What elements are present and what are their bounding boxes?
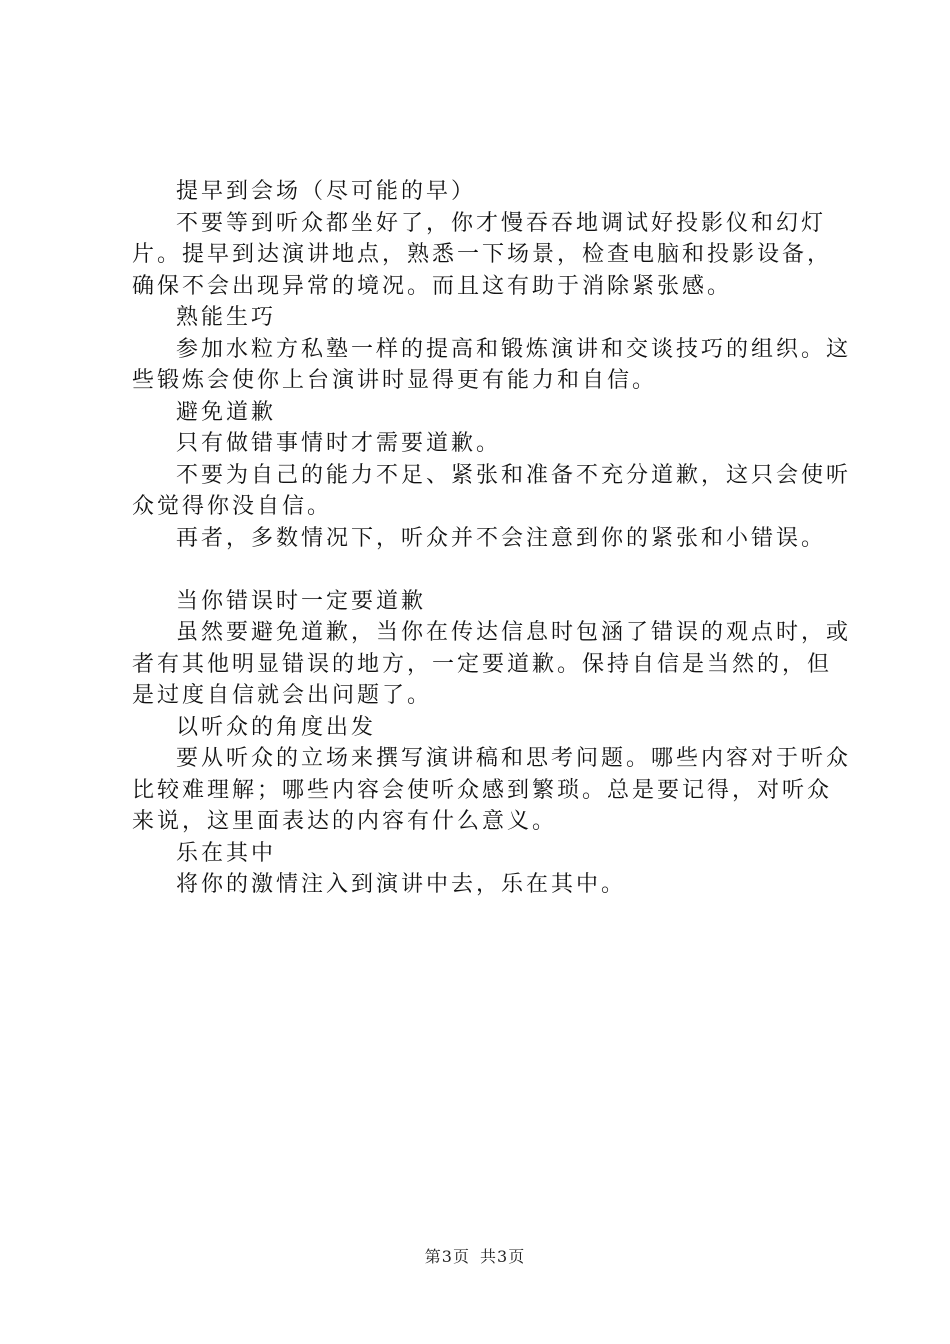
page-total: 共3页 xyxy=(480,1247,526,1266)
heading-apologize-when-wrong: 当你错误时一定要道歉 xyxy=(176,588,427,614)
heading-practice: 熟能生巧 xyxy=(176,305,277,330)
document-body xyxy=(132,176,852,901)
paragraph: 要从听众的立场来撰写演讲稿和思考问题。哪些内容对于听众比较难理解；哪些内容会使听众感到繁琐。总是要记得，对听众来说，这里面表达的内容有什么意义。 xyxy=(132,746,852,834)
paragraph: 参加水粒方私塾一样的提高和锻炼演讲和交谈技巧的组织。这些锻炼会使你上台演讲时显得更有能力和自信。 xyxy=(132,336,852,393)
heading-enjoy: 乐在其中 xyxy=(176,840,277,866)
paragraph: 将你的激情注入到演讲中去，乐在其中。 xyxy=(176,872,627,897)
paragraph: 只有做错事情时才需要道歉。 xyxy=(176,431,502,456)
heading-avoid-apology: 避免道歉 xyxy=(176,399,277,425)
heading-arrive-early: 提早到会场（尽可能的早） xyxy=(176,179,477,204)
paragraph: 不要为自己的能力不足、紧张和准备不充分道歉，这只会使听众觉得你没自信。 xyxy=(132,462,852,519)
paragraph: 虽然要避免道歉，当你在传达信息时包涵了错误的观点时，或者有其他明显错误的地方，一定要道歉。保持自信是当然的，但是过度自信就会出问题了。 xyxy=(132,620,852,708)
heading-audience-perspective: 以听众的角度出发 xyxy=(176,714,377,740)
page-footer xyxy=(0,1244,950,1267)
paragraph: 不要等到听众都坐好了，你才慢吞吞地调试好投影仪和幻灯片。提早到达演讲地点，熟悉一下场景，检查电脑和投影设备，确保不会出现异常的境况。而且这有助于消除紧张感。 xyxy=(132,210,833,299)
page-number: 第3页 xyxy=(424,1247,470,1266)
paragraph: 再者，多数情况下，听众并不会注意到你的紧张和小错误。 xyxy=(176,525,827,551)
